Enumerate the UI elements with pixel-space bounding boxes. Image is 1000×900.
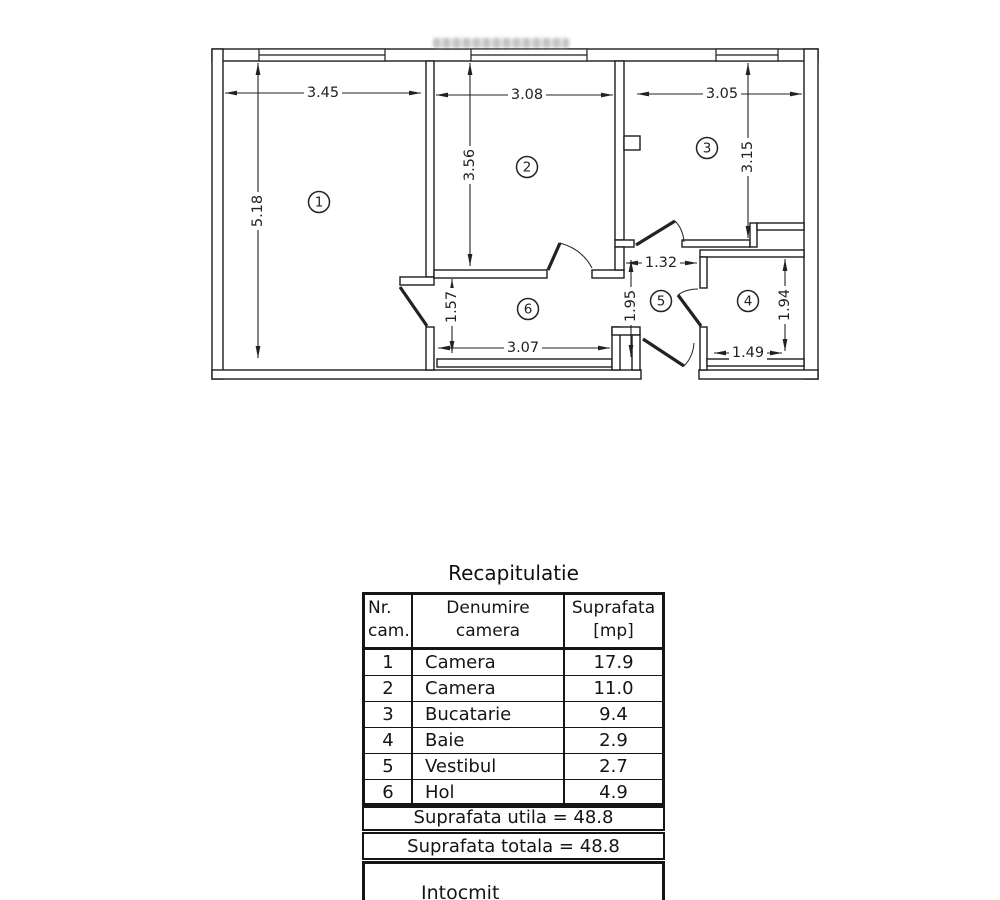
dimension-room3-width xyxy=(637,86,802,102)
row-denumire: Bucatarie xyxy=(413,702,565,727)
door-swing-arc xyxy=(678,289,698,295)
row-denumire: Baie xyxy=(413,728,565,753)
table-row xyxy=(365,650,662,676)
room-number-markers xyxy=(309,138,759,323)
dimension-label: 3.07 xyxy=(506,340,540,356)
door-leaf xyxy=(548,243,560,270)
dimension-label: 1.57 xyxy=(444,290,460,324)
door-leaf xyxy=(678,295,701,326)
dimension-bath-height xyxy=(777,259,793,351)
table-row xyxy=(365,780,662,805)
dimension-label: 3.45 xyxy=(306,85,340,101)
window-symbol-room1 xyxy=(259,49,385,61)
recap-table-title: Recapitulatie xyxy=(448,561,579,585)
room-marker-1 xyxy=(309,192,330,213)
room-number: 1 xyxy=(314,194,324,211)
intocmit-label: Intocmit xyxy=(421,882,500,900)
suprafata-utila-row: Suprafata utila = 48.8 xyxy=(362,803,665,831)
door-room2-hall xyxy=(548,243,592,270)
dimension-label: 3.05 xyxy=(705,86,739,102)
suprafata-totala-row: Suprafata totala = 48.8 xyxy=(362,832,665,860)
window-symbol-room3 xyxy=(716,49,778,61)
room-number: 4 xyxy=(743,293,753,310)
row-denumire: Camera xyxy=(413,650,565,675)
dimension-room1-height xyxy=(250,63,266,358)
dimension-label: 1.94 xyxy=(777,288,793,322)
room-marker-2 xyxy=(517,157,538,178)
recap-table xyxy=(362,592,665,808)
header-denumire: Denumire camera xyxy=(413,595,565,647)
door-swing-arc xyxy=(675,221,684,242)
door-entry xyxy=(643,339,694,366)
room-marker-4 xyxy=(738,291,759,312)
room-number: 2 xyxy=(522,159,532,176)
row-suprafata: 4.9 xyxy=(599,781,628,803)
header-nr-cam: Nr. cam. xyxy=(365,595,413,647)
dimension-room3-height xyxy=(740,63,756,238)
dimension-label: 1.32 xyxy=(644,255,678,271)
row-nr: 2 xyxy=(365,676,413,701)
row-denumire: Vestibul xyxy=(413,754,565,779)
dimension-label: 3.56 xyxy=(462,148,478,182)
interior-walls xyxy=(400,61,804,370)
dimension-label: 3.15 xyxy=(740,140,756,174)
door-leaf xyxy=(400,287,427,326)
row-nr: 1 xyxy=(365,650,413,675)
dimensions xyxy=(225,63,802,361)
row-suprafata: 2.9 xyxy=(599,729,628,751)
room-number: 6 xyxy=(523,301,533,318)
dimension-room1-width xyxy=(225,85,421,101)
row-nr: 6 xyxy=(365,780,413,805)
door-room1-hall xyxy=(400,287,427,326)
dimension-room2-height xyxy=(462,63,478,266)
room-number: 3 xyxy=(702,140,712,157)
row-nr: 5 xyxy=(365,754,413,779)
table-row xyxy=(365,754,662,780)
illegible-watermark-text xyxy=(433,38,569,48)
door-swing-arc xyxy=(560,243,592,268)
table-row xyxy=(365,702,662,728)
door-room4-vestibule xyxy=(678,289,701,326)
dimension-hall-width xyxy=(438,340,610,356)
table-row xyxy=(365,676,662,702)
dimension-label: 5.18 xyxy=(250,194,266,228)
dimension-label: 1.49 xyxy=(731,345,765,361)
window-symbol-room2 xyxy=(471,49,587,61)
row-suprafata: 9.4 xyxy=(599,703,628,725)
dimension-hall-height xyxy=(444,279,460,353)
row-nr: 3 xyxy=(365,702,413,727)
row-denumire: Hol xyxy=(413,780,565,805)
door-room3-vestibule xyxy=(636,221,684,245)
floor-plan-svg xyxy=(0,0,1000,430)
dimension-vestibule-width xyxy=(626,255,697,271)
dimension-room2-width xyxy=(436,87,613,103)
header-suprafata: Suprafata [mp] xyxy=(571,598,656,641)
row-nr: 4 xyxy=(365,728,413,753)
room-marker-5 xyxy=(651,291,672,312)
door-swing-arc xyxy=(684,343,694,366)
dimension-label: 3.08 xyxy=(510,87,544,103)
intocmit-box xyxy=(362,861,665,900)
door-leaf xyxy=(636,221,675,245)
row-suprafata: 2.7 xyxy=(599,755,628,777)
row-suprafata: 11.0 xyxy=(593,677,634,699)
table-row xyxy=(365,728,662,754)
room-marker-6 xyxy=(518,299,539,320)
floor-plan-drawing xyxy=(0,0,1000,430)
room-number: 5 xyxy=(656,293,666,310)
door-leaf xyxy=(643,339,684,366)
dimension-label: 1.95 xyxy=(623,289,639,323)
row-denumire: Camera xyxy=(413,676,565,701)
recap-header-row xyxy=(365,595,662,650)
row-suprafata: 17.9 xyxy=(593,651,634,673)
room-marker-3 xyxy=(697,138,718,159)
